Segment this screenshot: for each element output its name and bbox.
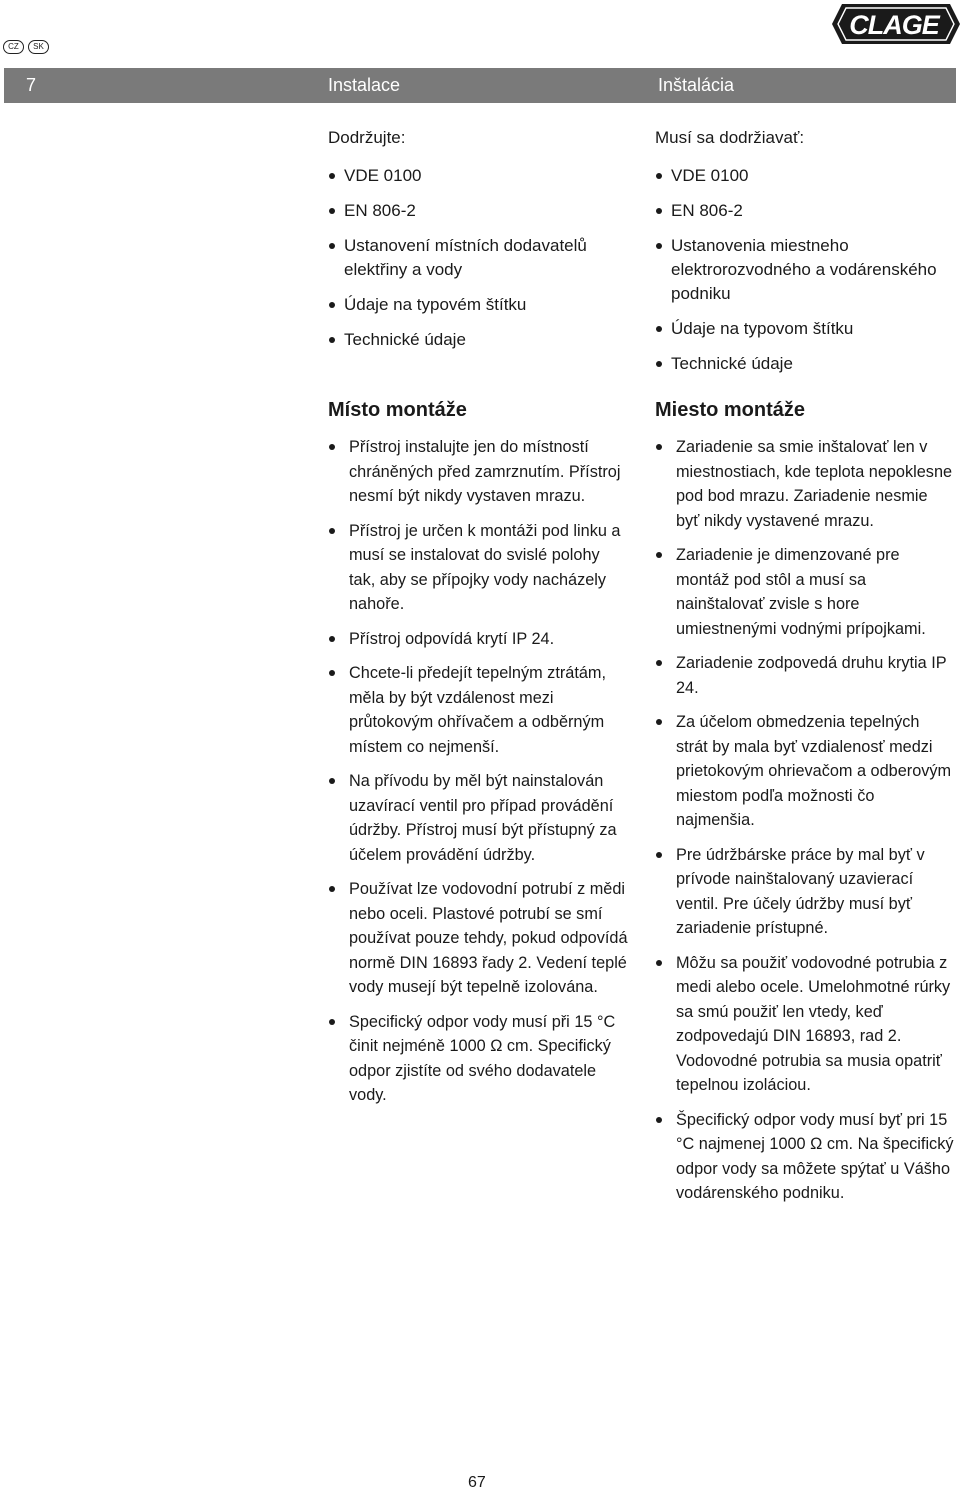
list-item: Technické údaje [655,352,955,376]
mounting-section-cz [328,398,628,1108]
section-title-sk: Inštalácia [658,75,735,95]
list-item: Přístroj instalujte jen do místností chráněných před zamrznutím. Přístroj nesmí být nikdy vystaven mrazu. [328,435,628,509]
page-number: 67 [468,1474,486,1491]
list-item: Ustanovení místních dodavatelů elektřiny a vody [328,234,628,282]
mounting-section-sk [655,398,955,1206]
intro-block-cz [328,128,628,352]
clage-logo [822,0,960,48]
list-item: Ustanovenia miestneho elektrorozvodného a vodárenského podniku [655,234,955,306]
language-badge-sk: SK [28,40,49,54]
list-item: VDE 0100 [328,164,628,188]
language-badge-cz: CZ [3,40,24,54]
section-header-bar [4,68,956,103]
list-item: Zariadenie zodpovedá druhu krytia IP 24. [655,651,955,700]
list-item: Údaje na typovom štítku [655,317,955,341]
intro-list [655,164,955,376]
list-item: Údaje na typovém štítku [328,293,628,317]
section-heading: Miesto montáže [655,399,806,421]
list-item: Chcete-li předejít tepelným ztrátám, měla by být vzdálenost mezi průtokovým ohřívačem a odběrným místem co nejmenší. [328,661,628,759]
intro-title: Musí sa dodržiavať: [655,128,805,147]
list-item: Za účelom obmedzenia tepelných strát by mala byť vzdialenosť medzi prietokovým ohrievačom a odberovým miestom podľa možnosti čo najmenšia. [655,710,955,833]
list-item: Přístroj odpovídá krytí IP 24. [328,627,628,652]
section-heading: Místo montáže [328,399,467,421]
list-item: EN 806-2 [328,199,628,223]
list-item: Specifický odpor vody musí při 15 °C činit nejméně 1000 Ω cm. Specifický odpor zjistíte od svého dodavatele vody. [328,1010,628,1108]
mounting-list [655,435,955,1206]
section-number: 7 [26,75,37,95]
list-item: Používat lze vodovodní potrubí z mědi nebo oceli. Plastové potrubí se smí používat pouze tehdy, pokud odpovídá normě DIN 16893 řady 2. Vedení teplé vody musejí být tepelně izolována. [328,877,628,1000]
section-title-cz: Instalace [328,75,401,95]
list-item: Na přívodu by měl být nainstalován uzavírací ventil pro případ provádění údržby. Přístroj musí být přístupný za účelem provádění údržby. [328,769,628,867]
logo-text: CLAGE [849,10,939,40]
list-item: Môžu sa použiť vodovodné potrubia z medi alebo ocele. Umelohmotné rúrky sa smú použiť len vtedy, keď zodpovedajú DIN 16893, rad 2. Vodovodné potrubia sa musia opatriť tepelnou izoláciou. [655,951,955,1098]
list-item: Přístroj je určen k montáži pod linku a musí se instalovat do svislé polohy tak, aby se přípojky vody nacházely nahoře. [328,519,628,617]
list-item: Technické údaje [328,328,628,352]
list-item: EN 806-2 [655,199,955,223]
list-item: Zariadenie sa smie inštalovať len v miestnostiach, kde teplota nepoklesne pod bod mrazu. Zariadenie nesmie byť nikdy vystavené mrazu. [655,435,955,533]
intro-block-sk [655,128,955,376]
list-item: Pre údržbárske práce by mal byť v prívode nainštalovaný uzavierací ventil. Pre účely údržby musí byť zariadenie prístupné. [655,843,955,941]
list-item: Špecifický odpor vody musí byť pri 15 °C najmenej 1000 Ω cm. Na špecifický odpor vody sa môžete spýtať u Vášho vodárenského podniku. [655,1108,955,1206]
list-item: VDE 0100 [655,164,955,188]
language-badges [3,40,49,54]
mounting-list [328,435,628,1108]
intro-list [328,164,628,352]
list-item: Zariadenie je dimenzované pre montáž pod stôl a musí sa nainštalovať zvisle s hore umiestnenými vodnými prípojkami. [655,543,955,641]
intro-title: Dodržujte: [328,128,406,147]
